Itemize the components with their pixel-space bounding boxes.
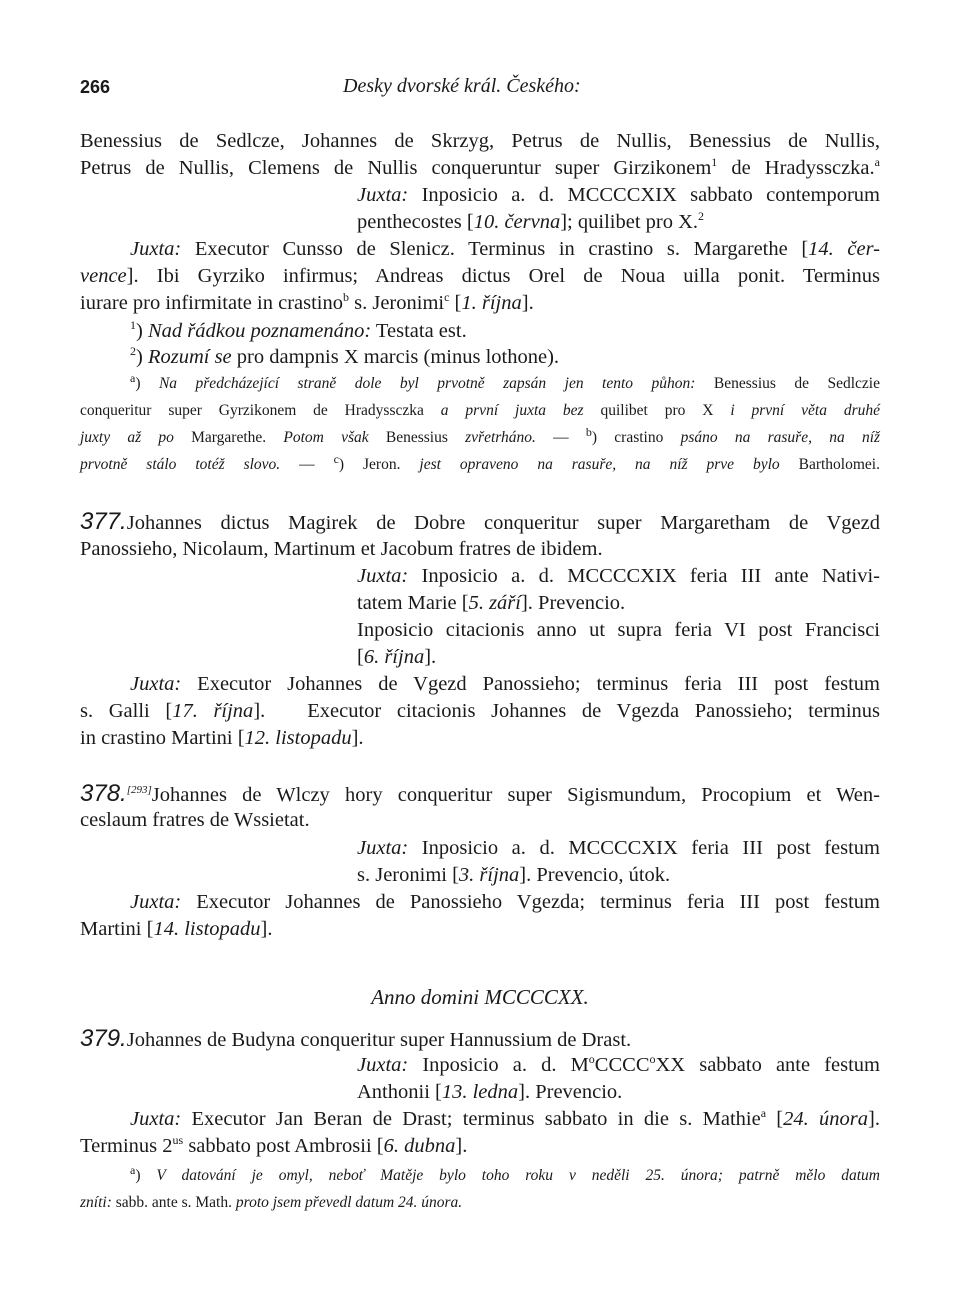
footnote-a-line-1: $^a$) Na předcházející straně dole byl prvotně zapsán jen tento půhon: Benessius de Sedlczie xyxy=(130,370,880,392)
entry-number-378: 378. xyxy=(80,780,127,807)
entry-376-line-1: Benessius de Sedlcze, Johannes de Skrzyg, Petrus de Nullis, Benessius de Nullis, xyxy=(80,130,880,152)
entry-378-executor-1: Juxta: Executor Johannes de Panossieho Vgezda; terminus feria III post festum xyxy=(130,891,880,913)
entry-377-executor-3: in crastino Martini [12. listopadu]. xyxy=(80,727,364,749)
year-heading: Anno domini MCCCCXX. xyxy=(371,985,589,1009)
entry-379-juxta-2: Anthonii [13. ledna]. Prevencio. xyxy=(357,1081,623,1103)
entry-376-executor-1: Juxta: Executor Cunsso de Slenicz. Terminus in crastino s. Margarethe [14. čer- xyxy=(130,238,880,260)
entry-376-juxta-1: Juxta: Inposicio a. d. MCCCCXIX sabbato contemporum xyxy=(357,184,880,206)
entry-number-379: 379. xyxy=(80,1025,127,1052)
entry-379-line-1: 379.Johannes de Budyna conqueritur super Hannussium de Drast. xyxy=(80,1025,632,1052)
entry-376-juxta-2: penthecostes [10. června]; quilibet pro X.$^2$ xyxy=(357,209,705,233)
footnote-a-line-3: juxty až po Margarethe. Potom však Benessius zvřetrháno. — $^b$) crastino psáno na rasuře, na níž xyxy=(80,424,881,446)
entry-number-377: 377. xyxy=(80,508,127,535)
footnote-379-line-1: $^a$) V datování je omyl, neboť Matěje bylo toho roku v neděli 25. února; patrně mělo datum xyxy=(130,1162,880,1184)
footnote-a-line-4: prvotně stálo totéž slovo. — $^c$) Jeron. jest opraveno na rasuře, na níž prve bylo Bartholomei. xyxy=(80,451,880,473)
entry-378-line-1: 378.[293]Johannes de Wlczy hory conqueritur super Sigismundum, Procopium et Wen- xyxy=(80,780,880,807)
running-title: Desky dvorské král. Českého: xyxy=(343,75,581,97)
entry-376-executor-2: vence]. Ibi Gyrziko infirmus; Andreas dictus Orel de Noua uilla ponit. Terminus xyxy=(80,265,880,287)
footnote-379-line-2: zníti: sabb. ante s. Math. proto jsem převedl datum 24. února. xyxy=(80,1194,463,1211)
entry-376-line-2: Petrus de Nullis, Clemens de Nullis conqueruntur super Girzikonem$^1$ de Hradyssczka.$^a$ xyxy=(80,155,880,179)
entry-379-executor-2: Terminus $2^{us}$ sabbato post Ambrosii [6. dubna]. xyxy=(80,1133,468,1157)
entry-378-juxta-1: Juxta: Inposicio a. d. MCCCCXIX feria III post festum xyxy=(357,837,880,859)
page-number: 266 xyxy=(80,77,111,97)
entry-378-line-2: ceslaum fratres de Wssietat. xyxy=(80,809,310,831)
entry-378-executor-2: Martini [14. listopadu]. xyxy=(80,918,273,940)
entry-376-executor-3: iurare pro infirmitate in crastino$^b$ s. Jeronimi$^c$ [1. října]. xyxy=(80,290,534,314)
entry-377-line-2: Panossieho, Nicolaum, Martinum et Jacobum fratres de ibidem. xyxy=(80,538,603,560)
page-header xyxy=(80,74,880,102)
entry-379-executor-1: Juxta: Executor Jan Beran de Drast; terminus sabbato in die s. Mathie$^a$ [24. února]. xyxy=(130,1106,880,1130)
entry-377-line-1: 377.Johannes dictus Magirek de Dobre conqueritur super Margaretham de Vgezd xyxy=(80,508,880,535)
entry-377-executor-1: Juxta: Executor Johannes de Vgezd Panossieho; terminus feria III post festum xyxy=(130,673,880,695)
entry-377-juxta-4: [6. října]. xyxy=(357,646,437,668)
entry-378-juxta-2: s. Jeronimi [3. října]. Prevencio, útok. xyxy=(357,864,671,886)
footnote-a-line-2: conqueritur super Gyrzikonem de Hradyssczka a první juxta bez quilibet pro X i první věta druhé xyxy=(80,402,880,419)
page-reference: [293] xyxy=(126,784,152,797)
entry-377-juxta-3: Inposicio citacionis anno ut supra feria VI post Francisci xyxy=(357,619,880,641)
entry-377-executor-2: s. Galli [17. října]. Executor citacionis Johannes de Vgezda Panossieho; terminus xyxy=(80,700,881,722)
footnote-1: $^1$) Nad řádkou poznamenáno: Testata est. xyxy=(130,318,467,342)
entry-377-juxta-2: tatem Marie [5. září]. Prevencio. xyxy=(357,592,626,614)
entry-377-juxta-1: Juxta: Inposicio a. d. MCCCCXIX feria III ante Nativi- xyxy=(357,565,880,587)
entry-379-juxta-1: Juxta: Inposicio a. d. $M^oCCCC^oXX$ sabbato ante festum xyxy=(357,1052,880,1076)
footnote-2: $^2$) Rozumí se pro dampnis X marcis (minus lothone). xyxy=(130,344,560,368)
